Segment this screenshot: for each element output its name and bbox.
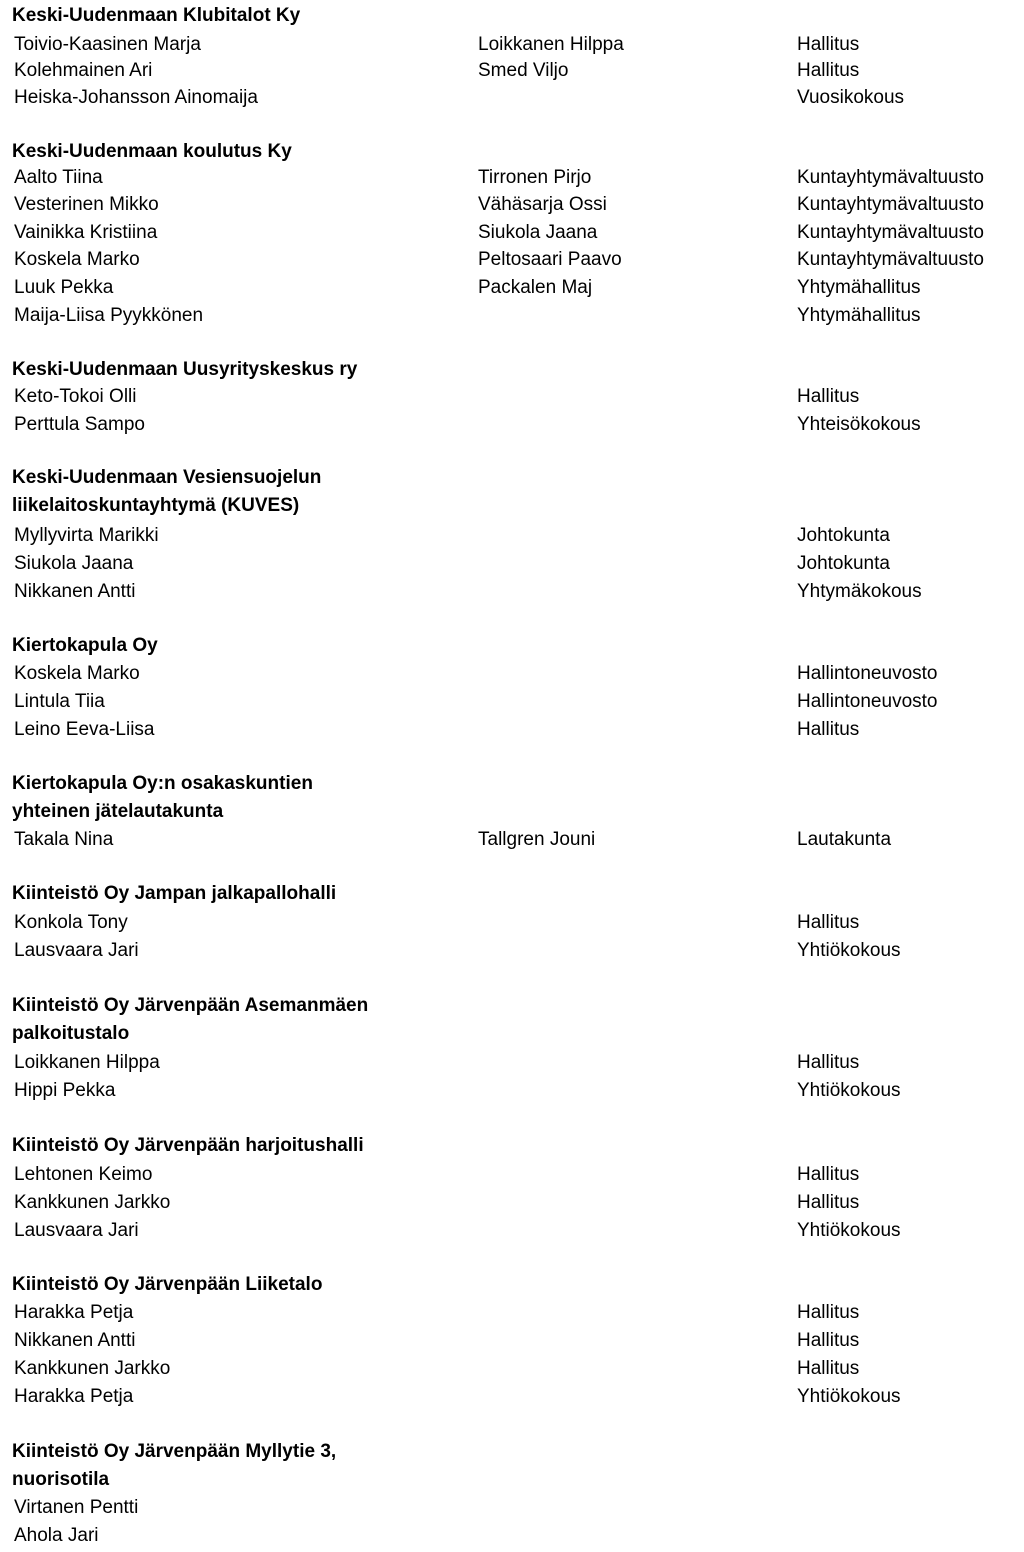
section-heading bbox=[12, 356, 472, 384]
member-name: Konkola Tony bbox=[14, 912, 128, 933]
member-name: Ahola Jari bbox=[14, 1525, 99, 1546]
section-heading-line: liikelaitoskuntayhtymä (KUVES) bbox=[12, 495, 300, 516]
member-row bbox=[0, 191, 1024, 219]
member-name: Kolehmainen Ari bbox=[14, 60, 153, 81]
organ-name: Yhtymähallitus bbox=[797, 305, 921, 326]
member-row bbox=[0, 1161, 1024, 1189]
member-row bbox=[0, 522, 1024, 550]
organ-name: Hallitus bbox=[797, 60, 860, 81]
organ-name: Hallintoneuvosto bbox=[797, 663, 938, 684]
member-row bbox=[0, 688, 1024, 716]
organ-name: Vuosikokous bbox=[797, 87, 905, 108]
member-row bbox=[0, 1049, 1024, 1077]
member-name: Maija-Liisa Pyykkönen bbox=[14, 305, 204, 326]
member-row bbox=[0, 1189, 1024, 1217]
member-name: Siukola Jaana bbox=[14, 553, 134, 574]
section-heading-line: Kiinteistö Oy Jampan jalkapallohalli bbox=[12, 883, 337, 904]
section-heading-line: Keski-Uudenmaan koulutus Ky bbox=[12, 141, 292, 162]
organ-name: Hallitus bbox=[797, 34, 860, 55]
member-name: Nikkanen Antti bbox=[14, 1330, 136, 1351]
section-heading bbox=[12, 880, 472, 908]
member-name: Lintula Tiia bbox=[14, 691, 105, 712]
member-name: Luuk Pekka bbox=[14, 277, 114, 298]
member-row bbox=[0, 660, 1024, 688]
organ-name: Hallitus bbox=[797, 1358, 860, 1379]
section-heading bbox=[12, 2, 472, 30]
deputy-name: Siukola Jaana bbox=[478, 222, 598, 243]
member-row bbox=[0, 1522, 1024, 1550]
section-heading-line: Keski-Uudenmaan Uusyrityskeskus ry bbox=[12, 359, 358, 380]
section-heading-line: Kiinteistö Oy Järvenpään Myllytie 3, bbox=[12, 1441, 337, 1462]
section-heading bbox=[12, 1438, 472, 1494]
section-heading-line: Keski-Uudenmaan Vesiensuojelun bbox=[12, 467, 322, 488]
organ-name: Lautakunta bbox=[797, 829, 892, 850]
section-heading-line: nuorisotila bbox=[12, 1469, 110, 1490]
member-name: Koskela Marko bbox=[14, 663, 140, 684]
member-row bbox=[0, 1217, 1024, 1245]
member-row bbox=[0, 937, 1024, 965]
organ-name: Hallitus bbox=[797, 1330, 860, 1351]
organ-name: Hallitus bbox=[797, 1164, 860, 1185]
member-row bbox=[0, 164, 1024, 192]
section-heading-line: Keski-Uudenmaan Klubitalot Ky bbox=[12, 5, 301, 26]
deputy-name: Tallgren Jouni bbox=[478, 829, 596, 850]
deputy-name: Loikkanen Hilppa bbox=[478, 34, 624, 55]
member-name: Lausvaara Jari bbox=[14, 1220, 139, 1241]
section-heading-line: Kiertokapula Oy:n osakaskuntien bbox=[12, 773, 313, 794]
member-row bbox=[0, 1355, 1024, 1383]
member-row bbox=[0, 578, 1024, 606]
member-name: Aalto Tiina bbox=[14, 167, 103, 188]
section-heading bbox=[12, 1132, 472, 1160]
section-heading bbox=[12, 138, 472, 166]
section-heading-line: palkoitustalo bbox=[12, 1023, 130, 1044]
member-name: Vainikka Kristiina bbox=[14, 222, 158, 243]
member-name: Lehtonen Keimo bbox=[14, 1164, 153, 1185]
organ-name: Hallitus bbox=[797, 912, 860, 933]
member-row bbox=[0, 219, 1024, 247]
organ-name: Yhtiökokous bbox=[797, 1220, 901, 1241]
member-row bbox=[0, 84, 1024, 112]
member-name: Nikkanen Antti bbox=[14, 581, 136, 602]
member-row bbox=[0, 826, 1024, 854]
member-name: Keto-Tokoi Olli bbox=[14, 386, 137, 407]
member-name: Leino Eeva-Liisa bbox=[14, 719, 155, 740]
member-row bbox=[0, 1327, 1024, 1355]
member-row bbox=[0, 1299, 1024, 1327]
member-name: Toivio-Kaasinen Marja bbox=[14, 34, 201, 55]
organ-name: Yhtymähallitus bbox=[797, 277, 921, 298]
member-name: Koskela Marko bbox=[14, 249, 140, 270]
organ-name: Hallitus bbox=[797, 1192, 860, 1213]
member-name: Takala Nina bbox=[14, 829, 114, 850]
member-row bbox=[0, 1077, 1024, 1105]
deputy-name: Tirronen Pirjo bbox=[478, 167, 592, 188]
section-heading-line: yhteinen jätelautakunta bbox=[12, 801, 224, 822]
member-row bbox=[0, 1383, 1024, 1411]
organ-name: Yhtiökokous bbox=[797, 940, 901, 961]
member-name: Lausvaara Jari bbox=[14, 940, 139, 961]
member-row bbox=[0, 246, 1024, 274]
organ-name: Kuntayhtymävaltuusto bbox=[797, 194, 984, 215]
member-name: Harakka Petja bbox=[14, 1302, 134, 1323]
organ-name: Johtokunta bbox=[797, 553, 890, 574]
organ-name: Yhtymäkokous bbox=[797, 581, 922, 602]
member-row bbox=[0, 1494, 1024, 1522]
organ-name: Yhtiökokous bbox=[797, 1080, 901, 1101]
deputy-name: Packalen Maj bbox=[478, 277, 593, 298]
organ-name: Hallitus bbox=[797, 719, 860, 740]
section-heading bbox=[12, 992, 472, 1048]
organ-name: Hallintoneuvosto bbox=[797, 691, 938, 712]
member-name: Myllyvirta Marikki bbox=[14, 525, 159, 546]
section-heading bbox=[12, 632, 472, 660]
section-heading-line: Kiertokapula Oy bbox=[12, 635, 158, 656]
organ-name: Yhteisökokous bbox=[797, 414, 921, 435]
organ-name: Johtokunta bbox=[797, 525, 890, 546]
member-row bbox=[0, 550, 1024, 578]
member-row bbox=[0, 411, 1024, 439]
section-heading bbox=[12, 464, 472, 520]
organ-name: Hallitus bbox=[797, 1052, 860, 1073]
section-heading-line: Kiinteistö Oy Järvenpään Liiketalo bbox=[12, 1274, 323, 1295]
organ-name: Hallitus bbox=[797, 1302, 860, 1323]
section-heading-line: Kiinteistö Oy Järvenpään Asemanmäen bbox=[12, 995, 369, 1016]
member-row bbox=[0, 302, 1024, 330]
member-row bbox=[0, 57, 1024, 85]
member-name: Hippi Pekka bbox=[14, 1080, 116, 1101]
deputy-name: Vähäsarja Ossi bbox=[478, 194, 607, 215]
member-name: Virtanen Pentti bbox=[14, 1497, 139, 1518]
section-heading bbox=[12, 770, 472, 826]
deputy-name: Peltosaari Paavo bbox=[478, 249, 622, 270]
member-name: Kankkunen Jarkko bbox=[14, 1358, 171, 1379]
deputy-name: Smed Viljo bbox=[478, 60, 569, 81]
organ-name: Kuntayhtymävaltuusto bbox=[797, 222, 984, 243]
organ-name: Kuntayhtymävaltuusto bbox=[797, 249, 984, 270]
member-row bbox=[0, 383, 1024, 411]
member-row bbox=[0, 909, 1024, 937]
member-name: Kankkunen Jarkko bbox=[14, 1192, 171, 1213]
organ-name: Yhtiökokous bbox=[797, 1386, 901, 1407]
member-name: Vesterinen Mikko bbox=[14, 194, 159, 215]
member-name: Heiska-Johansson Ainomaija bbox=[14, 87, 258, 108]
section-heading bbox=[12, 1271, 472, 1299]
member-name: Harakka Petja bbox=[14, 1386, 134, 1407]
organ-name: Kuntayhtymävaltuusto bbox=[797, 167, 984, 188]
member-name: Loikkanen Hilppa bbox=[14, 1052, 160, 1073]
member-row bbox=[0, 274, 1024, 302]
member-row bbox=[0, 31, 1024, 59]
organ-name: Hallitus bbox=[797, 386, 860, 407]
member-name: Perttula Sampo bbox=[14, 414, 145, 435]
section-heading-line: Kiinteistö Oy Järvenpään harjoitushalli bbox=[12, 1135, 364, 1156]
member-row bbox=[0, 716, 1024, 744]
